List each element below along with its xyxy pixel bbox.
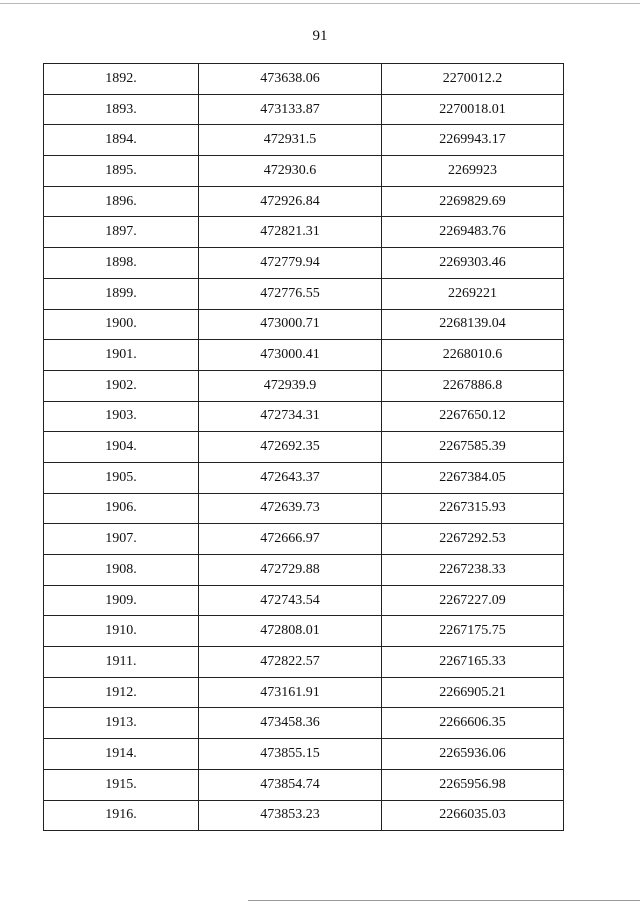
point-number-cell: 1916. xyxy=(44,800,199,831)
y-coordinate-cell: 2269943.17 xyxy=(382,125,564,156)
x-coordinate-cell: 472729.88 xyxy=(199,555,382,586)
x-coordinate-cell: 472776.55 xyxy=(199,278,382,309)
y-coordinate-cell: 2270012.2 xyxy=(382,64,564,95)
table-row xyxy=(44,401,564,432)
y-coordinate-cell: 2267315.93 xyxy=(382,493,564,524)
point-number-cell: 1910. xyxy=(44,616,199,647)
point-number-cell: 1899. xyxy=(44,278,199,309)
point-number-cell: 1898. xyxy=(44,248,199,279)
table-row xyxy=(44,493,564,524)
y-coordinate-cell: 2267292.53 xyxy=(382,524,564,555)
y-coordinate-cell: 2266905.21 xyxy=(382,677,564,708)
y-coordinate-cell: 2269923 xyxy=(382,156,564,187)
table-row xyxy=(44,524,564,555)
point-number-cell: 1909. xyxy=(44,585,199,616)
table-row xyxy=(44,340,564,371)
y-coordinate-cell: 2265956.98 xyxy=(382,769,564,800)
point-number-cell: 1892. xyxy=(44,64,199,95)
table-row xyxy=(44,125,564,156)
point-number-cell: 1894. xyxy=(44,125,199,156)
y-coordinate-cell: 2270018.01 xyxy=(382,94,564,125)
x-coordinate-cell: 473854.74 xyxy=(199,769,382,800)
x-coordinate-cell: 473638.06 xyxy=(199,64,382,95)
point-number-cell: 1895. xyxy=(44,156,199,187)
y-coordinate-cell: 2269221 xyxy=(382,278,564,309)
x-coordinate-cell: 473458.36 xyxy=(199,708,382,739)
point-number-cell: 1902. xyxy=(44,370,199,401)
table-row xyxy=(44,462,564,493)
point-number-cell: 1893. xyxy=(44,94,199,125)
table-row xyxy=(44,248,564,279)
coordinates-table xyxy=(43,63,564,831)
x-coordinate-cell: 473161.91 xyxy=(199,677,382,708)
table-row xyxy=(44,94,564,125)
x-coordinate-cell: 472779.94 xyxy=(199,248,382,279)
point-number-cell: 1900. xyxy=(44,309,199,340)
y-coordinate-cell: 2269303.46 xyxy=(382,248,564,279)
point-number-cell: 1906. xyxy=(44,493,199,524)
point-number-cell: 1915. xyxy=(44,769,199,800)
y-coordinate-cell: 2268139.04 xyxy=(382,309,564,340)
point-number-cell: 1912. xyxy=(44,677,199,708)
x-coordinate-cell: 472639.73 xyxy=(199,493,382,524)
y-coordinate-cell: 2267165.33 xyxy=(382,647,564,678)
point-number-cell: 1903. xyxy=(44,401,199,432)
table-row xyxy=(44,186,564,217)
point-number-cell: 1911. xyxy=(44,647,199,678)
table-row xyxy=(44,585,564,616)
table-row xyxy=(44,616,564,647)
coordinates-table-body xyxy=(44,64,564,831)
point-number-cell: 1901. xyxy=(44,340,199,371)
x-coordinate-cell: 473133.87 xyxy=(199,94,382,125)
x-coordinate-cell: 472939.9 xyxy=(199,370,382,401)
table-row xyxy=(44,739,564,770)
point-number-cell: 1905. xyxy=(44,462,199,493)
table-row xyxy=(44,677,564,708)
x-coordinate-cell: 472822.57 xyxy=(199,647,382,678)
table-row xyxy=(44,555,564,586)
y-coordinate-cell: 2267650.12 xyxy=(382,401,564,432)
table-row xyxy=(44,647,564,678)
x-coordinate-cell: 472643.37 xyxy=(199,462,382,493)
scan-edge-top xyxy=(0,3,640,4)
y-coordinate-cell: 2267227.09 xyxy=(382,585,564,616)
y-coordinate-cell: 2267238.33 xyxy=(382,555,564,586)
y-coordinate-cell: 2267585.39 xyxy=(382,432,564,463)
table-row xyxy=(44,769,564,800)
table-row xyxy=(44,800,564,831)
point-number-cell: 1896. xyxy=(44,186,199,217)
y-coordinate-cell: 2267175.75 xyxy=(382,616,564,647)
point-number-cell: 1907. xyxy=(44,524,199,555)
table-row xyxy=(44,432,564,463)
y-coordinate-cell: 2266035.03 xyxy=(382,800,564,831)
x-coordinate-cell: 472931.5 xyxy=(199,125,382,156)
x-coordinate-cell: 473855.15 xyxy=(199,739,382,770)
y-coordinate-cell: 2267886.8 xyxy=(382,370,564,401)
point-number-cell: 1904. xyxy=(44,432,199,463)
point-number-cell: 1897. xyxy=(44,217,199,248)
x-coordinate-cell: 473853.23 xyxy=(199,800,382,831)
table-row xyxy=(44,708,564,739)
table-row xyxy=(44,309,564,340)
y-coordinate-cell: 2267384.05 xyxy=(382,462,564,493)
table-row xyxy=(44,370,564,401)
y-coordinate-cell: 2266606.35 xyxy=(382,708,564,739)
scan-edge-bottom xyxy=(248,900,640,901)
x-coordinate-cell: 473000.41 xyxy=(199,340,382,371)
y-coordinate-cell: 2269483.76 xyxy=(382,217,564,248)
table-row xyxy=(44,156,564,187)
x-coordinate-cell: 472734.31 xyxy=(199,401,382,432)
x-coordinate-cell: 472821.31 xyxy=(199,217,382,248)
y-coordinate-cell: 2268010.6 xyxy=(382,340,564,371)
table-row xyxy=(44,217,564,248)
point-number-cell: 1914. xyxy=(44,739,199,770)
point-number-cell: 1908. xyxy=(44,555,199,586)
y-coordinate-cell: 2265936.06 xyxy=(382,739,564,770)
x-coordinate-cell: 472743.54 xyxy=(199,585,382,616)
x-coordinate-cell: 472666.97 xyxy=(199,524,382,555)
x-coordinate-cell: 473000.71 xyxy=(199,309,382,340)
point-number-cell: 1913. xyxy=(44,708,199,739)
x-coordinate-cell: 472808.01 xyxy=(199,616,382,647)
x-coordinate-cell: 472692.35 xyxy=(199,432,382,463)
page-number: 91 xyxy=(312,28,328,44)
x-coordinate-cell: 472926.84 xyxy=(199,186,382,217)
x-coordinate-cell: 472930.6 xyxy=(199,156,382,187)
y-coordinate-cell: 2269829.69 xyxy=(382,186,564,217)
table-row xyxy=(44,64,564,95)
table-row xyxy=(44,278,564,309)
